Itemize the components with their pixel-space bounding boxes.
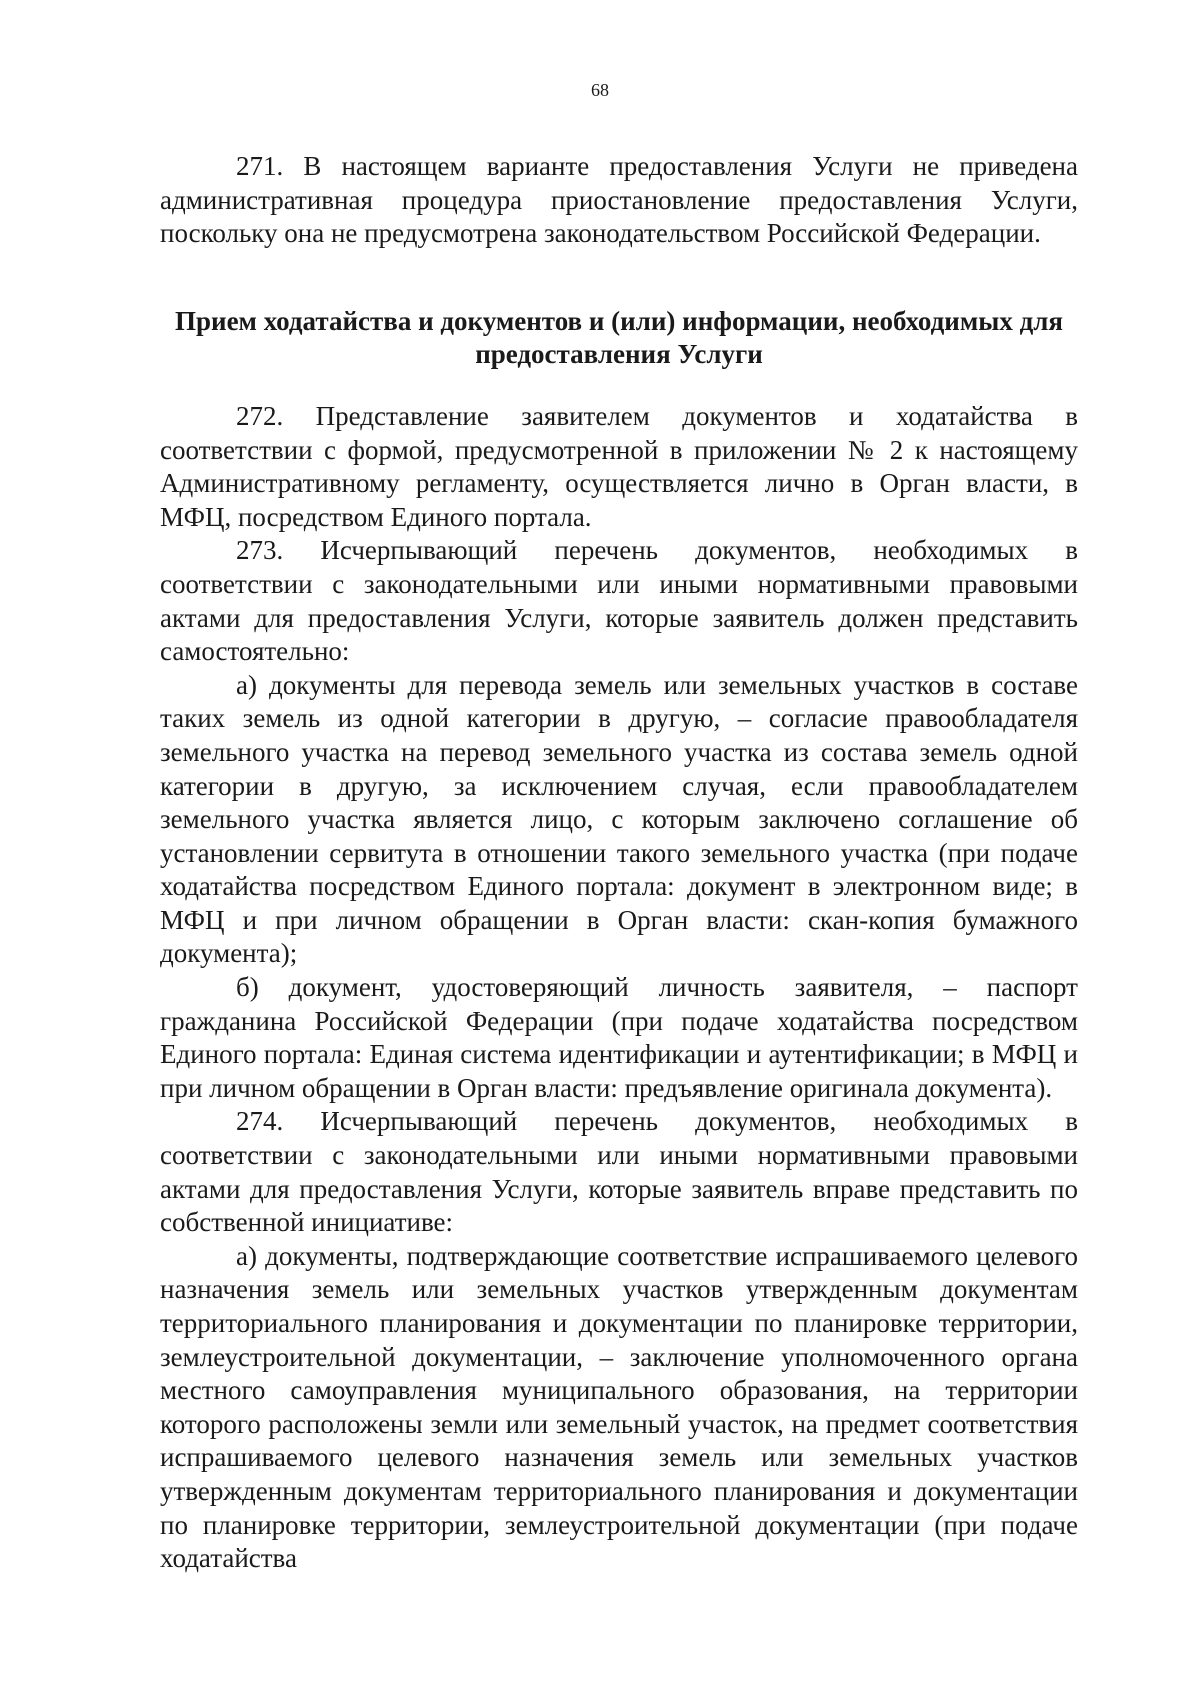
paragraph-274-a: а) документы, подтверждающие соответствие испрашиваемого целевого назначения земель или земельных участков утвержденным документам территориального планирования и документации по планировке территории, землеустроительной документации, – заключение уполномоченного органа местного самоуправления муниципального образования, на территории которого расположены земли или земельный участок, на предмет соответствия испрашиваемого целевого назначения земель или земельных участков утвержденным документам территориального планирования и документации по планировке территории, землеустроительной документации (при подаче ходатайства bbox=[160, 1240, 1078, 1574]
paragraph-271: 271. В настоящем варианте предоставления Услуги не приведена административная процедура приостановление предоставления Услуги, поскольку она не предусмотрена законодательством Российской Федерации. bbox=[160, 151, 1078, 249]
paragraph-272: 272. Представление заявителем документов и ходатайства в соответствии с формой, предусмотренной в приложении № 2 к настоящему Административному регламенту, осуществляется лично в Орган власти, в МФЦ, посредством Единого портала. bbox=[160, 400, 1078, 532]
paragraph-273-a: а) документы для перевода земель или земельных участков в составе таких земель из одной категории в другую, – согласие правообладателя земельного участка на перевод земельного участка из состава земель одной категории в другую, за исключением случая, если правообладателем земельного участка является лицо, с которым заключено соглашение об установлении сервитута в отношении такого земельного участка (при подаче ходатайства посредством Единого портала: документ в электронном виде; в МФЦ и при личном обращении в Орган власти: скан-копия бумажного документа); bbox=[160, 669, 1078, 969]
paragraph-274: 274. Исчерпывающий перечень документов, необходимых в соответствии с законодательными или иными нормативными правовыми актами для предоставления Услуги, которые заявитель вправе представить по собственной инициативе: bbox=[160, 1106, 1078, 1238]
document-body bbox=[160, 150, 1078, 1576]
paragraph-273-b: б) документ, удостоверяющий личность заявителя, – паспорт гражданина Российской Федерации (при подаче ходатайства посредством Единого портала: Единая система идентификации и аутентификации; в МФЦ и при личном обращении в Орган власти: предъявление оригинала документа). bbox=[160, 972, 1078, 1103]
page-number: 68 bbox=[591, 80, 609, 100]
paragraph-273: 273. Исчерпывающий перечень документов, необходимых в соответствии с законодательными или иными нормативными правовыми актами для предоставления Услуги, которые заявитель должен представить самостоятельно: bbox=[160, 535, 1078, 667]
section-heading: Прием ходатайства и документов и (или) информации, необходимых для предоставления Услуги bbox=[175, 305, 1063, 370]
